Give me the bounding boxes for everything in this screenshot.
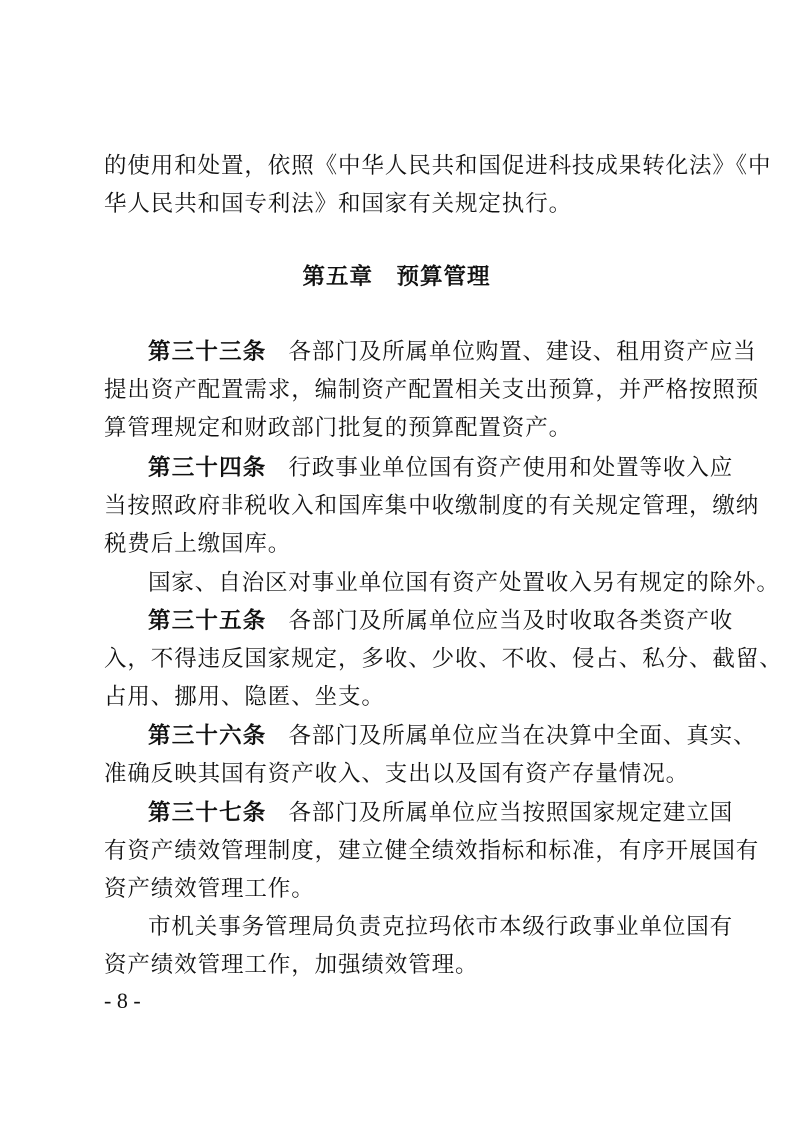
text-line: 准确反映其国有资产收入、支出以及国有资产存量情况。 — [104, 761, 690, 787]
article-first-line — [148, 336, 757, 368]
chapter-title: 第五章 预算管理 — [302, 264, 491, 290]
text-line: 占用、挪用、隐匿、坐支。 — [104, 684, 385, 710]
article-number: 第三十五条 — [148, 608, 267, 634]
article-text: 各部门及所属单位购置、建设、租用资产应当 — [288, 339, 757, 365]
text-line: 资产绩效管理工作。 — [104, 876, 315, 902]
text-line: 提出资产配置需求，编制资产配置相关支出预算，并严格按照预 — [104, 377, 760, 403]
text-line: 华人民共和国专利法》和国家有关规定执行。 — [104, 191, 573, 217]
paragraph-line: 市机关事务管理局负责克拉玛依市本级行政事业单位国有 — [148, 914, 734, 940]
article-text: 各部门及所属单位应当按照国家规定建立国 — [288, 800, 734, 826]
text-line: 税费后上缴国库。 — [104, 531, 292, 557]
article-number: 第三十六条 — [148, 723, 267, 749]
paragraph-line: 国家、自治区对事业单位国有资产处置收入另有规定的除外。 — [148, 570, 780, 596]
article-number: 第三十三条 — [148, 339, 267, 365]
text-line: 当按照政府非税收入和国库集中收缴制度的有关规定管理，缴纳 — [104, 493, 760, 519]
page-number: - 8 - — [104, 988, 141, 1013]
text-line: 有资产绩效管理制度，建立健全绩效指标和标准，有序开展国有 — [104, 838, 760, 864]
text-line: 资产绩效管理工作，加强绩效管理。 — [104, 952, 479, 978]
article-text: 各部门及所属单位应当在决算中全面、真实、 — [288, 723, 757, 749]
article-number: 第三十七条 — [148, 800, 267, 826]
text-line: 的使用和处置，依照《中华人民共和国促进科技成果转化法》《中 — [104, 153, 772, 179]
article-number: 第三十四条 — [148, 455, 267, 481]
article-first-line — [148, 452, 734, 484]
article-first-line — [148, 605, 734, 637]
text-line: 入，不得违反国家规定，多收、少收、不收、侵占、私分、截留、 — [104, 646, 783, 672]
article-text: 各部门及所属单位应当及时收取各类资产收 — [288, 608, 734, 634]
text-line: 算管理规定和财政部门批复的预算配置资产。 — [104, 415, 573, 441]
article-first-line — [148, 797, 734, 829]
article-first-line — [148, 720, 757, 752]
article-text: 行政事业单位国有资产使用和处置等收入应 — [288, 455, 734, 481]
